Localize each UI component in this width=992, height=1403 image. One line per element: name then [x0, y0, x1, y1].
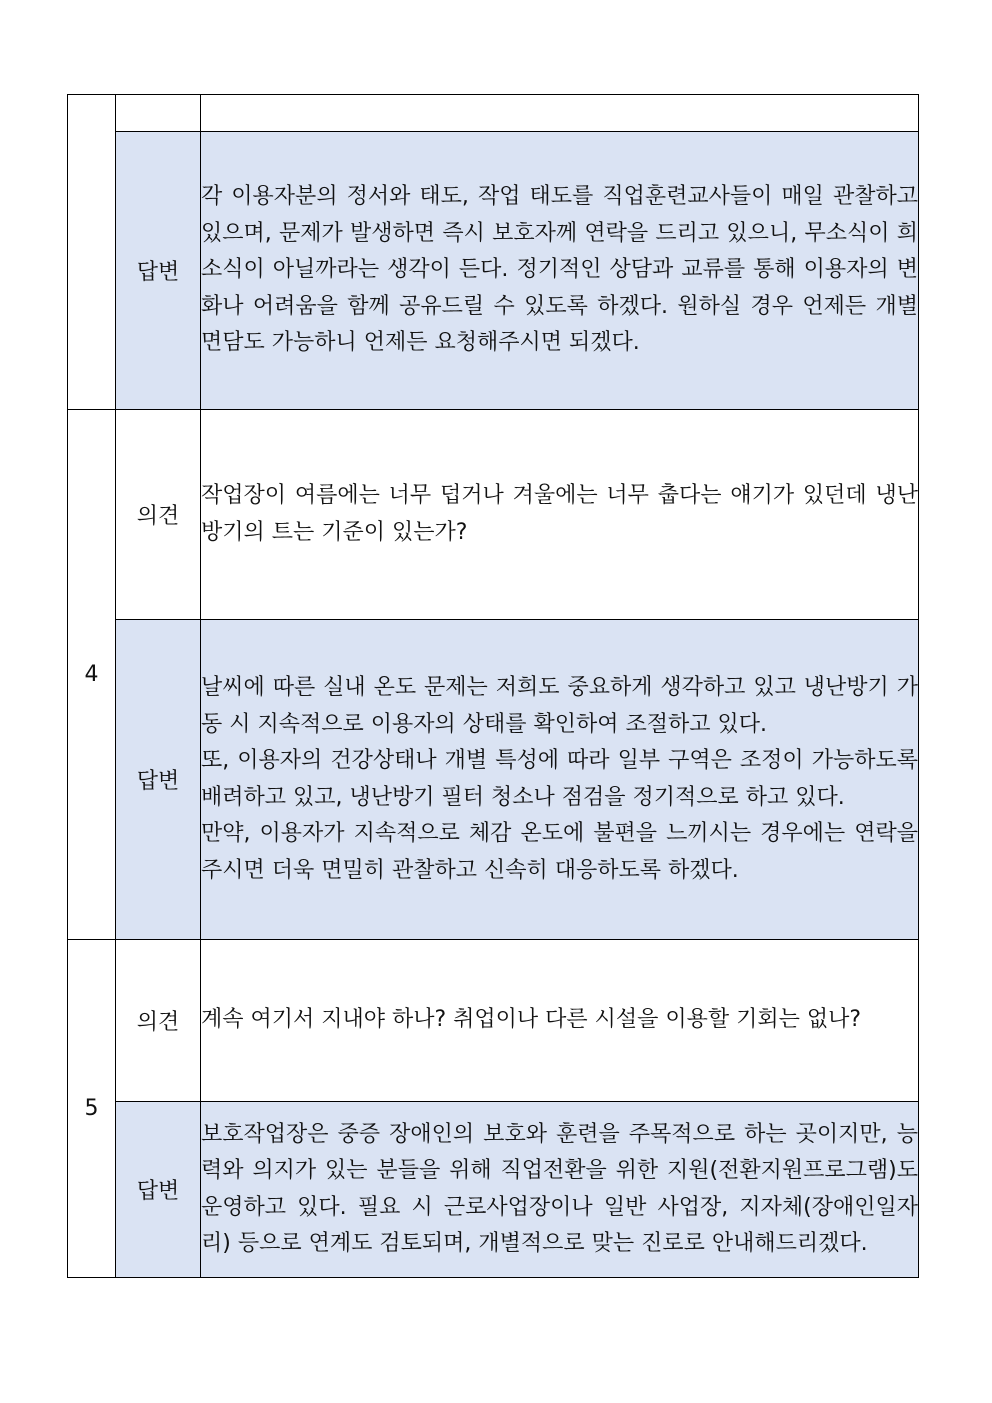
opinion-text — [201, 940, 919, 1102]
label-cell-empty — [116, 95, 201, 132]
row-number-4: 4 — [68, 410, 116, 940]
answer-paragraph: 보호작업장은 중증 장애인의 보호와 훈련을 주목적으로 하는 곳이지만, 능력와 의지가 있는 분들을 위해 직업전환을 위한 지원(전환지원프로그램)도 운영하고 있다. 필요 시 근로사업장이나 일반 사업장, 지자체(장애인일자리) 등으로 연계도 검토되며, 개별적으로 맞는 진로로 안내해드리겠다. — [201, 1121, 918, 1256]
row-number-5: 5 — [68, 940, 116, 1278]
answer-label: 답변 — [116, 620, 201, 940]
answer-paragraph-1: 날씨에 따른 실내 온도 문제는 저희도 중요하게 생각하고 있고 냉난방기 가동 시 지속적으로 이용자의 상태를 확인하여 조절하고 있다. — [201, 675, 918, 737]
answer-text — [201, 132, 919, 410]
answer-paragraph-2: 또, 이용자의 건강상태나 개별 특성에 따라 일부 구역은 조정이 가능하도록 배려하고 있고, 냉난방기 필터 청소나 점검을 정기적으로 하고 있다. — [201, 748, 918, 810]
opinion-label: 의견 — [116, 940, 201, 1102]
opinion-paragraph: 계속 여기서 지내야 하나? 취업이나 다른 시설을 이용할 기회는 없나? — [201, 1007, 862, 1033]
answer-paragraph: 각 이용자분의 정서와 태도, 작업 태도를 직업훈련교사들이 매일 관찰하고 있으며, 문제가 발생하면 즉시 보호자께 연락을 드리고 있으니, 무소식이 희소식이 아닐까라는 생각이 든다. 정기적인 상담과 교류를 통해 이용자의 변화나 어려움을 함께 공유드릴 수 있도록 하겠다. 원하실 경우 언제든 개별 면담도 가능하니 언제든 요청해주시면 되겠다. — [201, 184, 918, 356]
answer-label: 답변 — [116, 132, 201, 410]
answer-paragraph-3: 만약, 이용자가 지속적으로 체감 온도에 불편을 느끼시는 경우에는 연락을 주시면 더욱 면밀히 관찰하고 신속히 대응하도록 하겠다. — [201, 821, 918, 883]
opinion-label: 의견 — [116, 410, 201, 620]
opinion-text — [201, 410, 919, 620]
row-number-cell — [68, 95, 116, 410]
text-cell-empty — [201, 95, 919, 132]
answer-text — [201, 1102, 919, 1278]
opinion-paragraph: 작업장이 여름에는 너무 덥거나 겨울에는 너무 춥다는 얘기가 있던데 냉난방기의 트는 기준이 있는가? — [201, 483, 918, 545]
answer-text — [201, 620, 919, 940]
qa-table — [67, 94, 919, 1278]
answer-label: 답변 — [116, 1102, 201, 1278]
